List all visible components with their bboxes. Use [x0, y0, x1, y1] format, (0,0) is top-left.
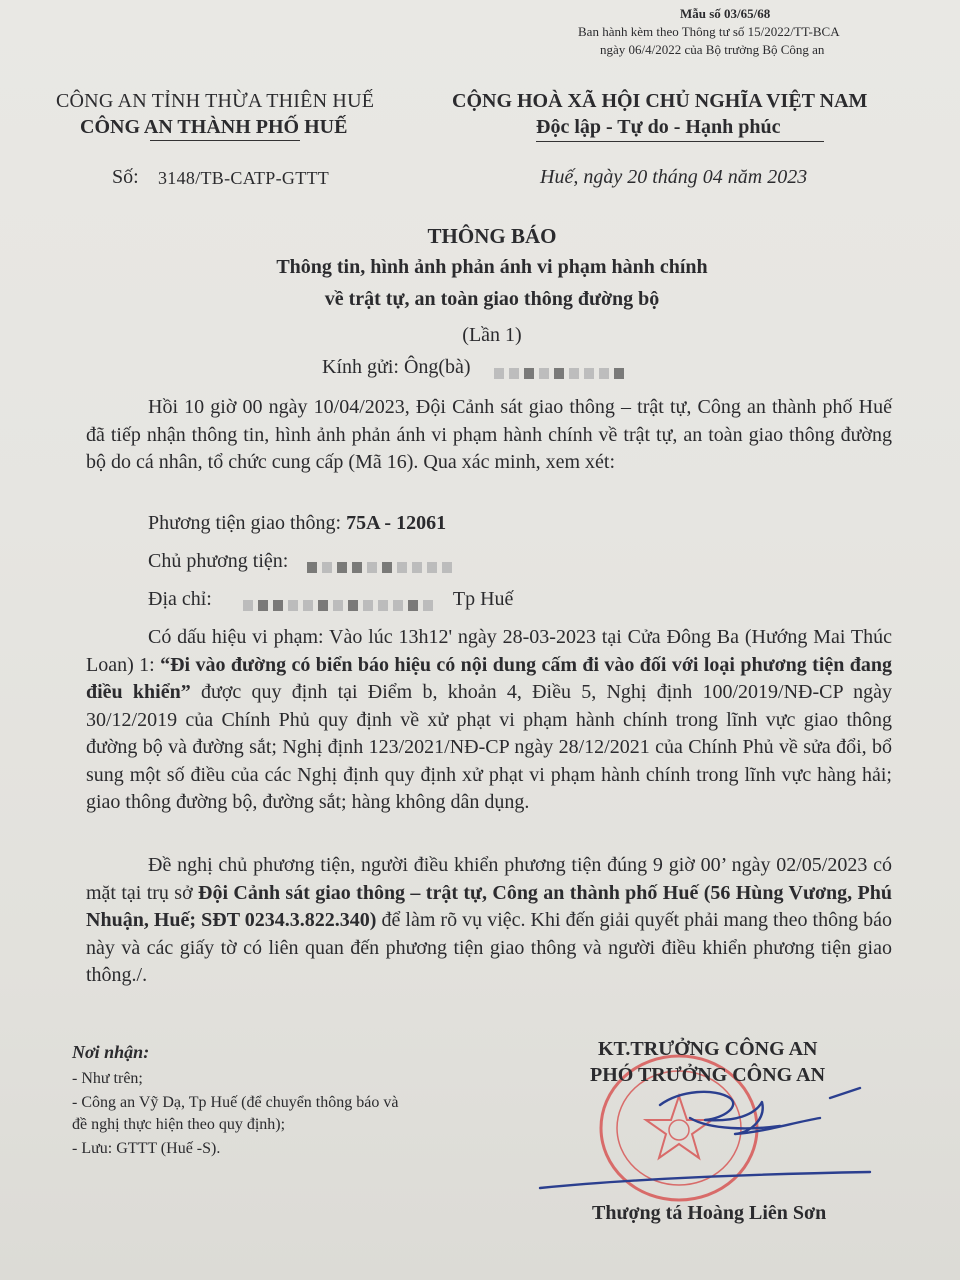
recipient-item: - Công an Vỹ Dạ, Tp Huế (để chuyển thông báo và	[72, 1094, 399, 1111]
document-date: Huế, ngày 20 tháng 04 năm 2023	[540, 166, 808, 188]
violation-description: “Đi vào đường có biển báo hiệu có nội dung cấm đi vào đối với loại phương tiện đang điều khiển”	[86, 653, 893, 703]
violation-intro: Có dấu hiệu vi phạm: Vào lúc 13h12' ngày 28-03-2023 tại Cửa Đông Ba (Hướng Mai Thúc Loan) 1:	[86, 626, 892, 676]
document-subtitle-2: về trật tự, an toàn giao thông đường bộ	[324, 288, 660, 310]
address-city: Tp Huế	[452, 588, 514, 610]
redacted-name	[494, 362, 629, 374]
form-number: Mẫu số 03/65/68	[680, 6, 771, 21]
document-number: 3148/TB-CATP-GTTT	[158, 168, 330, 188]
redacted-address	[243, 594, 438, 606]
notice-round: (Lần 1)	[462, 324, 522, 346]
owner-line	[148, 550, 457, 573]
request-intro: Đề nghị chủ phương tiện, người điều khiển phương tiện đúng 9 giờ 00’ ngày 02/05/2023 có mặt tại trụ sở	[86, 854, 892, 904]
unit-name: CÔNG AN THÀNH PHỐ HUẾ	[80, 116, 348, 138]
document-title: THÔNG BÁO	[427, 224, 557, 248]
signature-title-1: KT.TRƯỞNG CÔNG AN	[598, 1038, 818, 1060]
motto-underline	[536, 141, 824, 142]
violation-legal-basis: được quy định tại Điểm b, khoản 4, Điều 5, Nghị định 100/2019/NĐ-CP ngày 30/12/2019 của Chính Phủ quy định về xử phạt vi phạm hành chính trong lĩnh vực giao thông đường bộ và đường sắt; Nghị định 123/2021/NĐ-CP ngày 28/12/2021 của Chính Phủ về sửa đổi, bổ sung một số điều của các Nghị định quy định xử phạt vi phạm hành chính trong lĩnh vực hàng hải; giao thông đường bộ, đường sắt; hàng không dân dụng.	[86, 681, 893, 813]
addressee	[322, 356, 629, 379]
recipient-item: đề nghị thực hiện theo quy định);	[72, 1116, 286, 1133]
form-issued-line1: Ban hành kèm theo Thông tư số 15/2022/TT-BCA	[578, 24, 840, 39]
recipient-item: - Lưu: GTTT (Huế -S).	[72, 1140, 221, 1157]
signer-name: Thượng tá Hoàng Liên Sơn	[592, 1202, 827, 1224]
paragraph-request	[86, 852, 892, 990]
addressee-label: Kính gửi: Ông(bà)	[322, 356, 471, 378]
document-subtitle-1: Thông tin, hình ảnh phản ánh vi phạm hành chính	[276, 256, 708, 278]
recipients-title: Nơi nhận:	[72, 1042, 150, 1062]
form-issued-line2: ngày 06/4/2022 của Bộ trưởng Bộ Công an	[600, 42, 825, 57]
nation-name: CỘNG HOÀ XÃ HỘI CHỦ NGHĨA VIỆT NAM	[452, 90, 868, 112]
unit-underline	[150, 140, 300, 141]
document-number-label: Số:	[112, 166, 139, 188]
paragraph-violation	[86, 624, 892, 817]
request-instructions: để làm rõ vụ việc. Khi đến giải quyết phải mang theo thông báo này và các giấy tờ có liên quan đến phương tiện giao thông và người điều khiển phương tiện giao thông./.	[86, 909, 893, 986]
owner-label: Chủ phương tiện:	[148, 550, 289, 572]
recipient-item: - Như trên;	[72, 1070, 143, 1087]
vehicle-plate: 75A - 12061	[346, 512, 447, 534]
redacted-owner	[307, 556, 457, 568]
address-label: Địa chỉ:	[148, 588, 212, 610]
paragraph-receipt: Hồi 10 giờ 00 ngày 10/04/2023, Đội Cảnh sát giao thông – trật tự, Công an thành phố Huế đã tiếp nhận thông tin, hình ảnh phản ánh vi phạm hành chính về trật tự, an toàn giao thông đường bộ do cá nhân, tổ chức cung cấp (Mã 16). Qua xác minh, xem xét:	[86, 396, 892, 473]
vehicle-label: Phương tiện giao thông:	[148, 512, 342, 534]
request-location: Đội Cảnh sát giao thông – trật tự, Công an thành phố Huế (56 Hùng Vương, Phú Nhuận, Huế; SĐT 0234.3.822.340)	[86, 881, 892, 931]
national-motto: Độc lập - Tự do - Hạnh phúc	[536, 116, 781, 138]
signature-title-2: PHÓ TRƯỞNG CÔNG AN	[590, 1064, 826, 1086]
address-line	[148, 588, 513, 611]
vehicle-line	[148, 512, 446, 535]
agency-name: CÔNG AN TỈNH THỪA THIÊN HUẾ	[56, 90, 375, 112]
